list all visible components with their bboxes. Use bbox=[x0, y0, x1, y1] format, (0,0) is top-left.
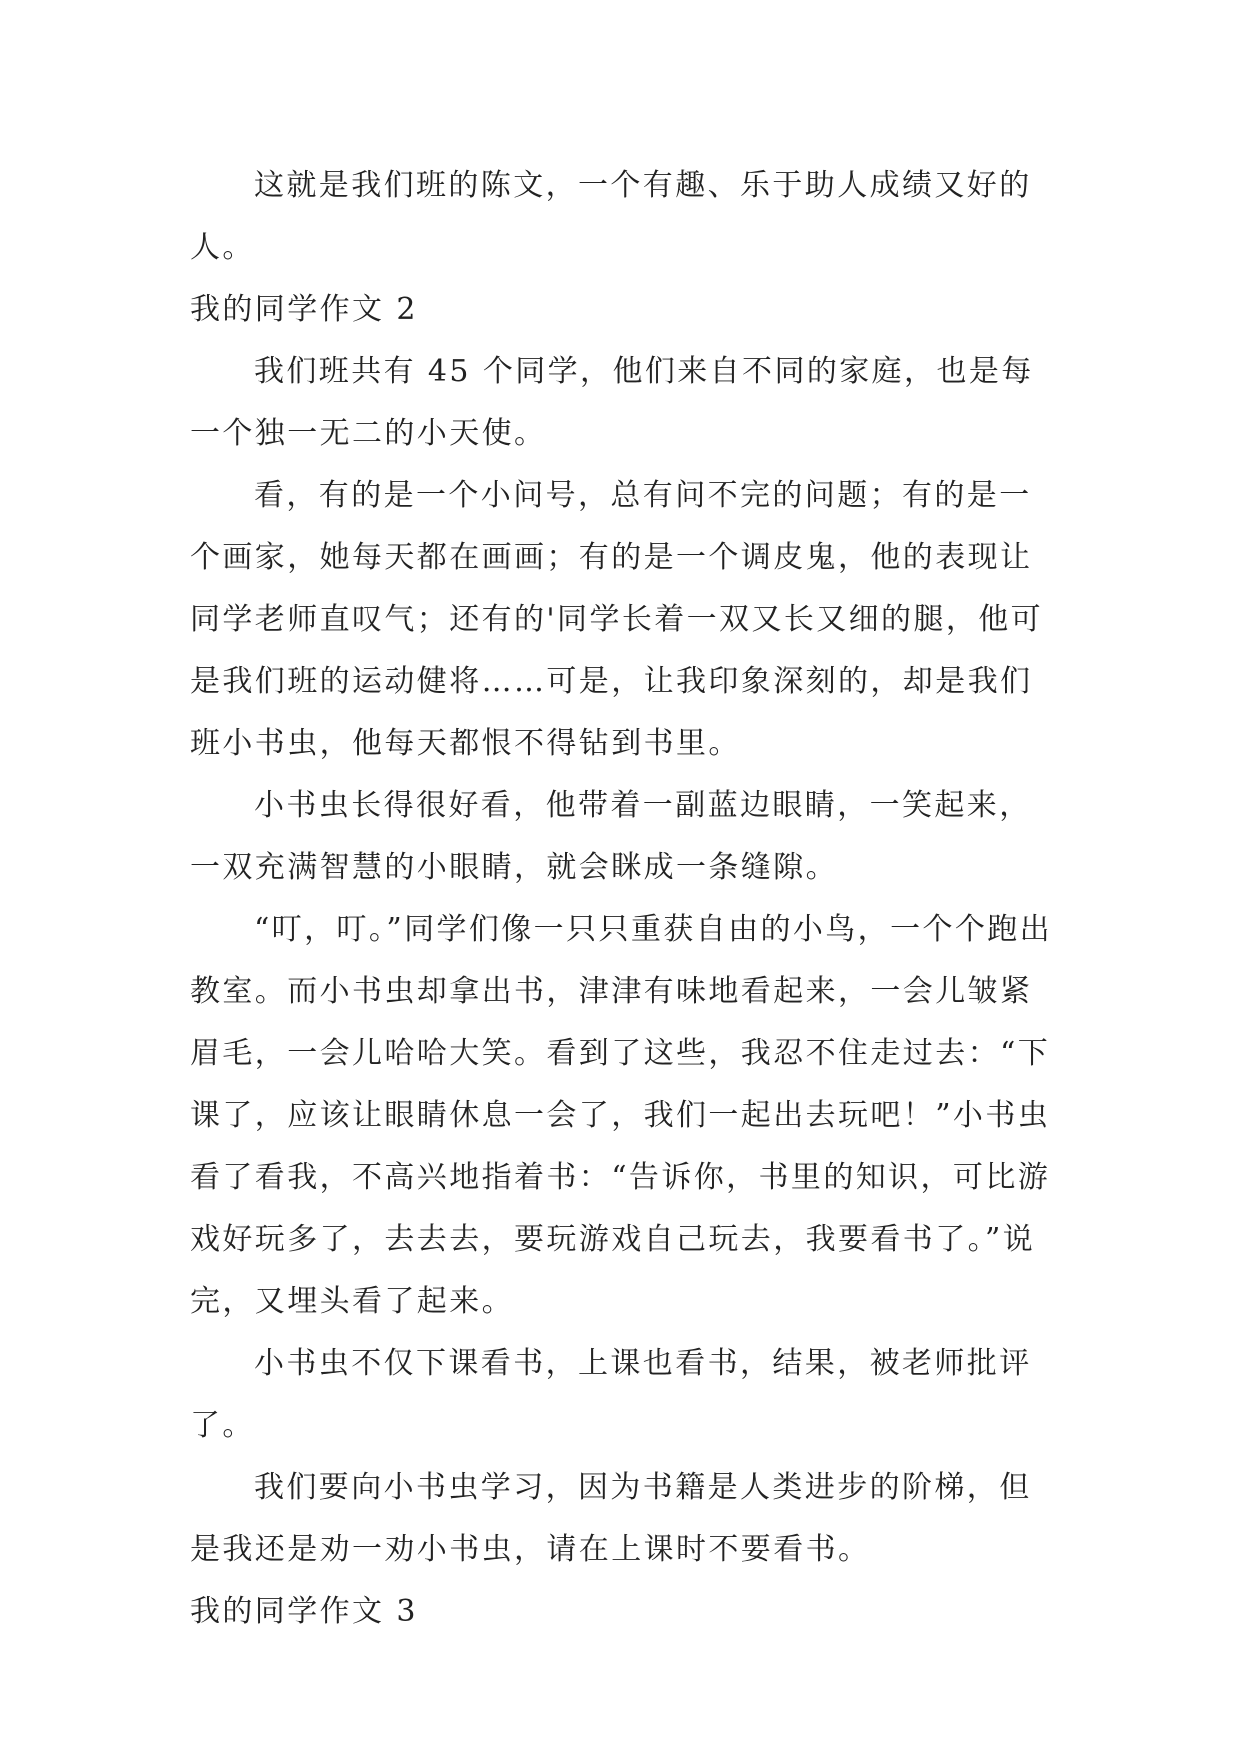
paragraph: 小书虫长得很好看，他带着一副蓝边眼睛，一笑起来，一双充满智慧的小眼睛，就会眯成一条缝隙。 bbox=[190, 788, 1032, 885]
paragraph: “叮，叮。”同学们像一只只重获自由的小鸟，一个个跑出教室。而小书虫却拿出书，津津有味地看起来，一会儿皱紧眉毛，一会儿哈哈大笑。看到了这些，我忍不住走过去：“下课了，应该让眼睛休息一会了，我们一起出去玩吧！”小书虫看了看我，不高兴地指着书：“告诉你，书里的知识，可比游戏好玩多了，去去去，要玩游戏自己玩去，我要看书了。”说完，又埋头看了起来。 bbox=[190, 912, 1053, 1319]
paragraph: 看，有的是一个小问号，总有问不完的问题；有的是一个画家，她每天都在画画；有的是一个调皮鬼，他的表现让同学老师直叹气；还有的'同学长着一双又长又细的腿，他可是我们班的运动健将……可是，让我印象深刻的，却是我们班小书虫，他每天都恨不得钻到书里。 bbox=[190, 478, 1044, 761]
paragraph: 我们要向小书虫学习，因为书籍是人类进步的阶梯，但是我还是劝一劝小书虫，请在上课时不要看书。 bbox=[190, 1470, 1032, 1567]
essay-body bbox=[190, 155, 1060, 1643]
paragraph: 小书虫不仅下课看书，上课也看书，结果，被老师批评了。 bbox=[190, 1346, 1032, 1443]
paragraph: 我们班共有 45 个同学，他们来自不同的家庭，也是每一个独一无二的小天使。 bbox=[190, 354, 1034, 451]
section-heading: 我的同学作文 2 bbox=[190, 292, 418, 327]
section-heading: 我的同学作文 3 bbox=[190, 1594, 418, 1629]
paragraph: 这就是我们班的陈文，一个有趣、乐于助人成绩又好的人。 bbox=[190, 168, 1032, 265]
